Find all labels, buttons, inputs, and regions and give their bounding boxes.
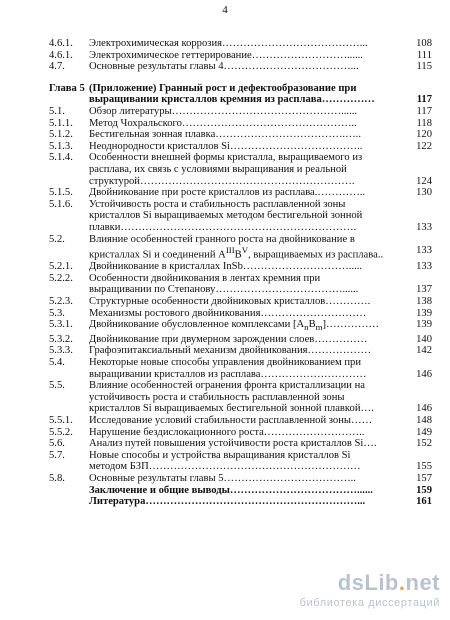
toc-chapter-row <box>49 83 432 106</box>
toc-entry-line: Графоэпитаксиальный механизм двойникования……………… <box>89 345 372 357</box>
toc-entry-title <box>89 199 406 234</box>
toc-entry-title <box>89 496 406 508</box>
toc-entry-number: 5.1.5. <box>49 187 73 199</box>
toc-entry-title <box>89 50 406 62</box>
toc-entry-line: Основные результаты главы 5……………………………….. <box>89 473 356 485</box>
toc-row <box>49 141 432 153</box>
toc-row <box>49 129 432 141</box>
toc-entry-number: 5.3. <box>49 307 65 319</box>
toc-row <box>49 50 432 62</box>
toc-entry-line: Исследование условий стабильности расплавленной зоны…… <box>89 415 373 427</box>
toc-entry-title <box>89 234 406 262</box>
toc-entry-number: 5.2.2. <box>49 272 73 284</box>
toc-entry-title <box>89 357 406 380</box>
toc-entry-number: 4.6.1. <box>49 38 73 49</box>
toc-row <box>49 496 432 508</box>
toc-entry-line: структурой……………………………………………………. <box>89 175 355 187</box>
toc-entry-line: Двойникование обусловленное комплексами $[A_nB_m]\dots\dots\dots\dots\dots$ <box>89 319 380 333</box>
toc-row <box>49 334 432 346</box>
toc-entry-line: Электрохимическое геттерирование………………………...... <box>89 49 363 61</box>
watermark-tagline: библиотека диссертаций <box>299 597 440 609</box>
page-number: 4 <box>222 4 228 16</box>
toc-entry-number: 5.8. <box>49 473 65 485</box>
toc-entry-line: Нарушение бездислокационного роста……………………….. <box>89 426 365 438</box>
toc-entry-number: 5.2.3. <box>49 296 73 307</box>
toc-entry-title <box>89 450 406 473</box>
toc-entry-page: 148 <box>416 415 432 427</box>
toc-row <box>49 345 432 357</box>
toc-entry-page: 149 <box>416 426 432 438</box>
toc-entry-number: 5.4. <box>49 357 65 369</box>
toc-entry-page: 120 <box>416 129 432 141</box>
toc-entry-title <box>89 273 406 296</box>
toc-entry-title <box>89 438 406 450</box>
table-of-contents <box>49 38 432 508</box>
toc-entry-number: 5.7. <box>49 449 65 461</box>
toc-entry-title <box>89 345 406 357</box>
toc-row <box>49 273 432 296</box>
toc-entry-title <box>89 427 406 439</box>
toc-entry-title <box>89 296 406 308</box>
toc-entry-page: 152 <box>416 438 432 450</box>
toc-entry-page: 157 <box>416 473 432 485</box>
toc-entry-line: кристаллах Si и соединений $A^{III}B^V$, выращиваемых из расплава.. <box>89 245 384 261</box>
toc-row <box>49 308 432 320</box>
toc-entry-line: Электрохимическая коррозия…………………………………... <box>89 38 368 49</box>
toc-entry-page: 133 <box>416 245 432 257</box>
toc-row <box>49 427 432 439</box>
toc-entry-line: выращивании по Степанову………………………………...... <box>89 284 359 296</box>
toc-row <box>49 234 432 262</box>
toc-entry-line: Бестигельная зонная плавка……………………………….….. <box>89 129 361 141</box>
toc-entry-line: Особенности двойникования в лентах кремния при <box>89 272 321 284</box>
toc-entry-number: 5.1.6. <box>49 198 73 210</box>
toc-entry-line: методом БЗП…………………………………………………… <box>89 461 361 473</box>
toc-entry-page: 111 <box>416 49 432 61</box>
toc-row <box>49 415 432 427</box>
toc-entry-number: 5.5.1. <box>49 415 73 427</box>
toc-entry-page: 117 <box>416 105 432 117</box>
toc-entry-line: расплава, их связь с условиями выращивания и реальной <box>89 163 347 175</box>
toc-entry-page: 140 <box>416 333 432 345</box>
toc-entry-title <box>89 485 406 497</box>
toc-entry-page: 155 <box>416 461 432 473</box>
toc-entry-line: Основные результаты главы 4………………………………... <box>89 61 359 73</box>
toc-row <box>49 319 432 334</box>
toc-row <box>49 152 432 187</box>
toc-row <box>49 106 432 118</box>
toc-entry-line: плавки…………………………………………………………. <box>89 221 357 233</box>
toc-entry-page: 124 <box>416 175 432 187</box>
toc-entry-line: устойчивость роста и стабильность расплавленной зоны <box>89 391 345 403</box>
toc-entry-line: Неоднородности кристаллов Si……………………………….. <box>89 140 363 152</box>
toc-entry-line: Метод Чохральского………………………………………….. <box>89 117 357 129</box>
toc-entry-number: 4.7. <box>49 61 65 73</box>
toc-entry-title <box>89 141 406 153</box>
toc-entry-page: 133 <box>416 221 432 233</box>
watermark-logo <box>230 570 440 612</box>
toc-entry-line: Устойчивость роста и стабильность расплавленной зоны <box>89 198 346 210</box>
toc-entry-number: Глава 5 <box>49 82 85 94</box>
section-gap <box>49 73 432 83</box>
toc-entry-title <box>89 118 406 130</box>
toc-entry-title <box>89 261 406 273</box>
toc-row <box>49 61 432 73</box>
toc-entry-page: 146 <box>416 403 432 415</box>
toc-entry-number: 5.1.1. <box>49 117 73 129</box>
toc-entry-number: 5.2.1. <box>49 261 73 273</box>
toc-entry-number: 5.5.2. <box>49 426 73 438</box>
toc-row <box>49 187 432 199</box>
toc-row <box>49 118 432 130</box>
toc-entry-number: 5.1. <box>49 105 65 117</box>
toc-row <box>49 438 432 450</box>
toc-entry-page: 133 <box>416 261 432 273</box>
toc-entry-title <box>89 83 406 106</box>
toc-entry-line: кристаллов Si выращиваемых бестигельной зонной плавкой…. <box>89 403 374 415</box>
toc-entry-page: 139 <box>416 307 432 319</box>
watermark-brand: dsLib.net <box>337 570 440 595</box>
toc-entry-line: (Приложение) Гранный рост и дефектообразование при <box>89 82 357 94</box>
toc-entry-line: Особенности внешней формы кристалла, выращиваемого из <box>89 152 363 164</box>
toc-entry-number: 5.1.3. <box>49 140 73 152</box>
toc-entry-page: 115 <box>416 61 432 73</box>
toc-row <box>49 296 432 308</box>
toc-row <box>49 380 432 415</box>
toc-entry-title <box>89 380 406 415</box>
toc-entry-line: Двойникование при росте кристаллов из расплава.………….. <box>89 187 366 199</box>
toc-entry-title <box>89 334 406 346</box>
toc-entry-number: 5.3.1. <box>49 319 73 331</box>
toc-entry-title <box>89 319 406 334</box>
toc-row <box>49 473 432 485</box>
toc-entry-page: 138 <box>416 296 432 307</box>
toc-entry-line: Литература……………………………………………………... <box>89 496 366 508</box>
toc-entry-title <box>89 38 406 50</box>
toc-entry-number: 5.3.3. <box>49 345 73 357</box>
toc-entry-line: Двойникование при двумерном зарождении слоев…………… <box>89 333 368 345</box>
toc-entry-line: Влияние особенностей гранного роста на двойникование в <box>89 233 355 245</box>
toc-entry-title <box>89 187 406 199</box>
toc-entry-number: 5.1.4. <box>49 152 73 164</box>
toc-row <box>49 261 432 273</box>
toc-entry-line: Анализ путей повышения устойчивости роста кристаллов Si…. <box>89 438 377 450</box>
toc-entry-page: 117 <box>416 94 432 106</box>
toc-entry-title <box>89 308 406 320</box>
toc-entry-page: 137 <box>416 284 432 296</box>
toc-entry-title <box>89 152 406 187</box>
toc-entry-number: 5.3.2. <box>49 333 73 345</box>
toc-entry-page: 130 <box>416 187 432 199</box>
toc-row <box>49 357 432 380</box>
toc-entry-page: 118 <box>416 117 432 129</box>
toc-row <box>49 450 432 473</box>
toc-row <box>49 38 432 50</box>
toc-entry-line: Обзор литературы…………………………………………...... <box>89 105 358 117</box>
toc-entry-number: 4.6.1. <box>49 49 73 61</box>
toc-entry-line: Заключение и общие выводы………………………………...... <box>89 484 373 496</box>
toc-entry-title <box>89 415 406 427</box>
toc-entry-page: 108 <box>416 38 432 49</box>
toc-row <box>49 485 432 497</box>
toc-entry-line: выращивании кристаллов из расплава………………………… <box>89 368 367 380</box>
toc-entry-page: 122 <box>416 140 432 152</box>
toc-entry-number: 5.6. <box>49 438 65 450</box>
toc-entry-page: 142 <box>416 345 432 357</box>
toc-entry-page: 139 <box>416 319 432 331</box>
toc-entry-title <box>89 106 406 118</box>
toc-entry-line: кристаллов Si выращиваемых методом бестигельной зонной <box>89 210 363 222</box>
toc-entry-page: 159 <box>416 484 432 496</box>
toc-entry-line: Некоторые новые способы управления двойникованием при <box>89 357 361 369</box>
toc-entry-line: Механизмы ростового двойникования………………………… <box>89 307 367 319</box>
toc-entry-line: Структурные особенности двойниковых кристаллов…………. <box>89 296 371 307</box>
toc-entry-line: Влияние особенностей огранения фронта кристаллизации на <box>89 380 365 392</box>
toc-entry-number: 5.5. <box>49 380 65 392</box>
toc-entry-page: 161 <box>416 496 432 508</box>
toc-entry-line: выращивании кристаллов кремния из расплава…………… <box>89 94 375 106</box>
toc-entry-number: 5.2. <box>49 233 65 245</box>
toc-entry-title <box>89 473 406 485</box>
toc-entry-page: 146 <box>416 368 432 380</box>
toc-entry-title <box>89 61 406 73</box>
toc-entry-title <box>89 129 406 141</box>
toc-row <box>49 199 432 234</box>
toc-entry-line: Новые способы и устройства выращивания кристаллов Si <box>89 449 351 461</box>
toc-entry-line: Двойникование в кристаллах InSb…………………………..... <box>89 261 363 273</box>
toc-entry-number: 5.1.2. <box>49 129 73 141</box>
